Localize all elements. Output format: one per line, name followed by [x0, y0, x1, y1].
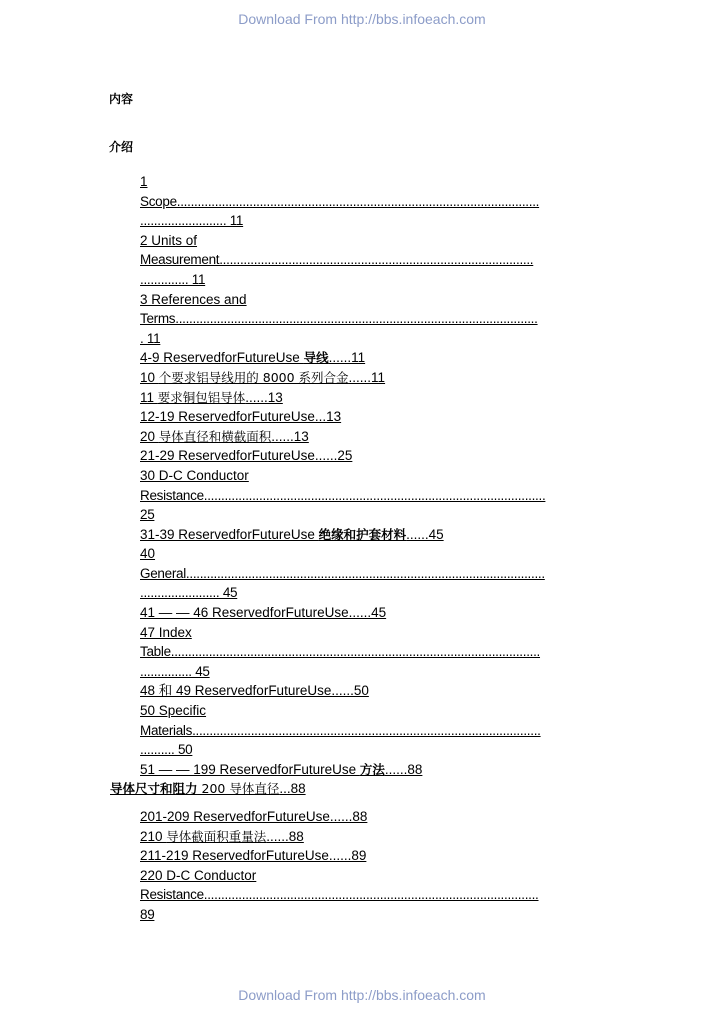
toc-entry-51-199[interactable]: 51 — — 199 ReservedforFutureUse 方法......88 — [140, 761, 423, 777]
toc-entry-31-39[interactable]: 31-39 ReservedforFutureUse 绝缘和护套材料......45 — [140, 526, 444, 542]
toc-entry-units[interactable]: 2 Units of Measurement........................................................................................... .............. 11 — [140, 232, 534, 287]
toc-entry-48-49[interactable]: 48 和 49 ReservedforFutureUse......50 — [140, 683, 369, 699]
toc-entry-scope[interactable]: 1 Scope......................................................................................................... ......................... 11 — [140, 174, 540, 229]
toc-entry-30[interactable]: 30 D-C Conductor Resistance................................................................................................... 25 — [140, 467, 546, 523]
toc-entry-references[interactable]: 3 References and Terms......................................................................................................... . 11 — [140, 291, 538, 346]
toc-entry-40[interactable]: 40 General........................................................................................................ ....................... 45 — [140, 546, 545, 601]
watermark-bottom: Download From http://bbs.infoeach.com — [238, 987, 486, 1003]
toc-entry-220[interactable]: 220 D-C Conductor Resistance................................................................................................. 89 — [140, 867, 539, 922]
toc-entry-41-46[interactable]: 41 — — 46 ReservedforFutureUse......45 — [140, 605, 387, 621]
toc-entry-200[interactable]: 导体尺寸和阻力 200 导体直径...88 — [110, 781, 306, 797]
toc-entry-210[interactable]: 210 导体截面积重量法......88 — [140, 828, 304, 844]
toc-entry-201-209[interactable]: 201-209 ReservedforFutureUse......88 — [140, 809, 368, 824]
toc-entry-21-29[interactable]: 21-29 ReservedforFutureUse......25 — [140, 448, 353, 464]
introduction-heading: 介绍 — [109, 140, 134, 154]
toc-entry-12-19[interactable]: 12-19 ReservedforFutureUse...13 — [140, 409, 342, 425]
toc-entry-50[interactable]: 50 Specific Materials..................................................................................................... .......... 50 — [140, 703, 541, 758]
table-of-contents — [0, 172, 724, 925]
toc-entry-211-219[interactable]: 211-219 ReservedforFutureUse......89 — [140, 848, 367, 864]
watermark-top: Download From http://bbs.infoeach.com — [238, 11, 486, 27]
contents-heading: 内容 — [109, 92, 134, 106]
toc-entry-20[interactable]: 20 导体直径和横截面积......13 — [140, 428, 309, 444]
toc-entry-47[interactable]: 47 Index Table........................................................................................................... ............... 45 — [140, 624, 541, 679]
toc-entry-4-9[interactable]: 4-9 ReservedforFutureUse 导线......11 — [140, 350, 366, 366]
toc-entry-10[interactable]: 10 个要求铝导线用的 8000 系列合金......11 — [140, 369, 386, 385]
toc-entry-11[interactable]: 11 要求铜包铝导体......13 — [140, 389, 283, 405]
